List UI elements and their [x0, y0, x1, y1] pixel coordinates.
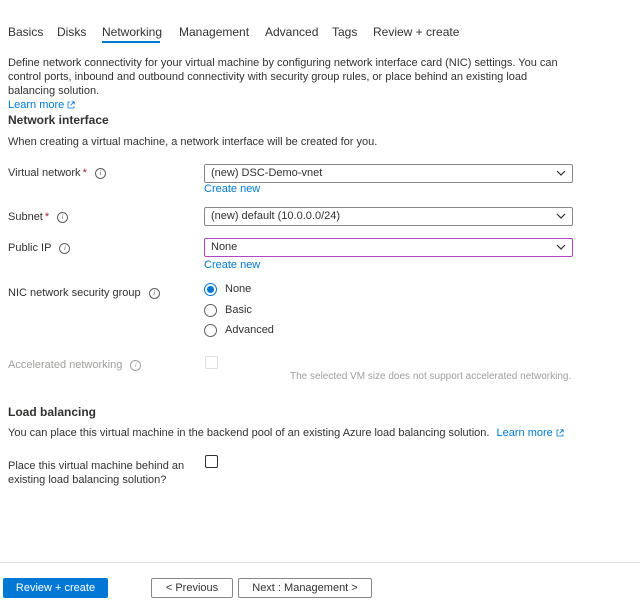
network-interface-intro: When creating a virtual machine, a network interface will be created for you.: [8, 136, 378, 148]
create-new-vnet-link[interactable]: Create new: [204, 183, 261, 195]
external-link-icon: [67, 101, 75, 109]
public-ip-dropdown[interactable]: [204, 238, 573, 257]
subnet-label-text: Subnet: [8, 211, 43, 223]
place-behind-lb-label-line2: existing load balancing solution?: [8, 474, 167, 486]
learn-more-label: Learn more: [496, 427, 553, 439]
chevron-down-icon: [556, 169, 566, 177]
place-behind-lb-checkbox[interactable]: [205, 455, 218, 468]
required-marker: *: [82, 167, 87, 179]
public-ip-label: [8, 242, 70, 254]
external-link-icon: [556, 429, 564, 437]
chevron-down-icon: [556, 212, 566, 220]
tab-advanced[interactable]: Advanced: [265, 25, 319, 39]
active-tab-indicator: [102, 41, 160, 43]
place-behind-lb-label-line1: Place this virtual machine behind an: [8, 460, 185, 472]
virtual-network-label-text: Virtual network: [8, 167, 81, 179]
nsg-label-text: NIC network security group: [8, 287, 141, 299]
radio-label: Basic: [225, 304, 252, 316]
nsg-radio-advanced[interactable]: [204, 322, 274, 338]
public-ip-label-text: Public IP: [8, 242, 52, 254]
subnet-value: (new) default (10.0.0.0/24): [211, 210, 341, 222]
tab-management[interactable]: Management: [179, 25, 250, 39]
description-text: Define network connectivity for your virtual machine by configuring network interface card (NIC) settings. You can control ports, inbound and outbound connectivity with security group rules, or place behind an existing load balancing solution.: [8, 57, 558, 97]
radio-button[interactable]: [204, 324, 217, 337]
info-icon[interactable]: i: [57, 212, 68, 223]
load-balancing-intro-text: You can place this virtual machine in the backend pool of an existing Azure load balancing solution.: [8, 427, 490, 439]
info-icon[interactable]: i: [149, 288, 160, 299]
radio-label: None: [225, 283, 252, 295]
radio-button[interactable]: [204, 283, 217, 296]
accelerated-networking-hint: The selected VM size does not support accelerated networking.: [290, 371, 572, 382]
tab-review-create[interactable]: Review + create: [373, 25, 460, 39]
info-icon[interactable]: i: [59, 243, 70, 254]
accelerated-networking-label-text: Accelerated networking: [8, 359, 123, 371]
footer-divider: [0, 562, 640, 563]
subnet-label: [8, 211, 68, 223]
load-balancing-intro: [8, 427, 564, 439]
required-marker: *: [44, 211, 50, 223]
review-create-button[interactable]: Review + create: [3, 578, 108, 598]
tab-disks[interactable]: Disks: [57, 25, 87, 39]
virtual-network-value: (new) DSC-Demo-vnet: [211, 167, 323, 179]
tab-tags[interactable]: Tags: [332, 25, 358, 39]
public-ip-value: None: [211, 241, 238, 253]
info-icon[interactable]: i: [95, 168, 106, 179]
tab-basics[interactable]: Basics: [8, 25, 44, 39]
learn-more-link[interactable]: [8, 99, 75, 111]
virtual-network-label: [8, 167, 106, 179]
load-balancing-heading: Load balancing: [8, 405, 97, 419]
accelerated-networking-checkbox: [205, 356, 218, 369]
create-new-public-ip-link[interactable]: Create new: [204, 259, 261, 271]
page-description: [8, 56, 568, 112]
radio-label: Advanced: [225, 324, 274, 336]
accelerated-networking-label: [8, 359, 141, 371]
learn-more-label: Learn more: [8, 99, 65, 111]
subnet-dropdown[interactable]: [204, 207, 573, 226]
chevron-down-icon: [556, 243, 566, 251]
place-behind-lb-label: [8, 459, 184, 487]
next-management-button[interactable]: Next : Management >: [238, 578, 372, 598]
load-balancing-learn-more-link[interactable]: [497, 427, 564, 439]
nsg-radio-none[interactable]: [204, 281, 251, 297]
previous-button[interactable]: < Previous: [151, 578, 233, 598]
info-icon[interactable]: i: [130, 360, 141, 371]
radio-button[interactable]: [204, 304, 217, 317]
nsg-label: [8, 287, 160, 299]
network-interface-heading: Network interface: [8, 113, 109, 127]
virtual-network-dropdown[interactable]: [204, 164, 573, 183]
tab-networking[interactable]: Networking: [102, 25, 163, 39]
nsg-radio-basic[interactable]: [204, 302, 252, 318]
radio-dot: [207, 286, 214, 293]
